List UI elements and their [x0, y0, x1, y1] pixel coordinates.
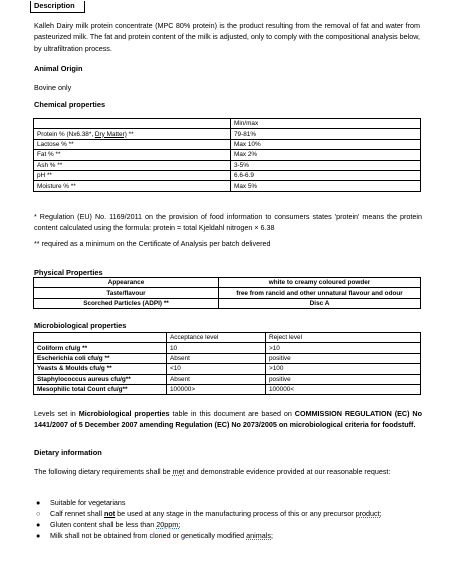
list-item-text: Calf rennet shall [50, 509, 104, 518]
table-header: Min/max [231, 119, 421, 129]
table-cell: Fat % ** [34, 150, 231, 160]
table-cell: white to creamy coloured powder [219, 278, 421, 288]
table-row [34, 181, 421, 191]
table-cell-text: ** [126, 130, 134, 138]
table-cell: Max 2% [231, 150, 421, 160]
table-row [34, 353, 421, 363]
table-cell-text: Protein % (Nx6.38*, [37, 130, 95, 138]
list-item-text: not [103, 509, 116, 518]
levels-note-text: Levels set in [34, 409, 79, 418]
table-cell: Lactose % ** [34, 139, 231, 149]
table-row [34, 119, 421, 129]
table-cell: Staphylococcus aureus cfu/g** [34, 374, 167, 384]
table-row [34, 288, 421, 298]
table-cell: 100000< [266, 384, 421, 394]
table-cell [34, 129, 231, 139]
table-cell: Escherichia coli cfu/g ** [34, 353, 167, 363]
levels-note [34, 408, 422, 431]
table-cell: 100000> [167, 384, 266, 394]
chemical-properties-heading: Chemical properties [34, 100, 106, 109]
table-cell: Absent [167, 353, 266, 363]
bullet-icon: ● [36, 520, 41, 529]
list-item-text: animals; [246, 531, 273, 540]
chemical-properties-table [33, 118, 421, 192]
list-item-text: Suitable for vegetarians [50, 498, 126, 507]
list-item-text: be used at any stage in the manufacturing process of this or any precursor [115, 509, 356, 518]
bullet-icon: ● [36, 498, 41, 507]
levels-note-text: table in this document are based on [169, 409, 295, 418]
list-item [36, 508, 382, 519]
table-cell [34, 119, 231, 129]
table-row [34, 160, 421, 170]
table-cell: Taste/flavour [34, 288, 219, 298]
description-heading: Description [30, 1, 85, 13]
microbiological-properties-heading: Microbiological properties [34, 321, 127, 330]
dietary-intro-text: and demonstrable evidence provided at our reasonable request: [184, 467, 391, 476]
physical-properties-heading: Physical Properties [34, 268, 103, 277]
list-item-text: Milk shall not be obtained from cloned or genetically modified [50, 531, 247, 540]
description-paragraph: Kalleh Dairy milk protein concentrate (MPC 80% protein) is the product resulting from the removal of fat and water from pasteurized milk. The fat and protein content of the milk is adjusted, only to comply with the compositional analysis below, by ultrafiltration process. [34, 21, 420, 53]
table-cell: positive [266, 353, 421, 363]
animal-origin-value: Bovine only [34, 83, 72, 92]
table-cell: positive [266, 374, 421, 384]
table-row [34, 374, 421, 384]
table-cell: >100 [266, 364, 421, 374]
table-header: Reject level [266, 333, 421, 343]
table-row [34, 278, 421, 288]
list-item [36, 497, 382, 508]
table-row [34, 343, 421, 353]
list-item [36, 519, 382, 530]
table-row [34, 139, 421, 149]
list-item-text: 20ppm; [156, 520, 181, 529]
table-cell: >10 [266, 343, 421, 353]
table-cell: Coliform cfu/g ** [34, 343, 167, 353]
table-cell-text: Dry Matter) [94, 130, 127, 138]
table-header: Acceptance level [167, 333, 266, 343]
circle-bullet-icon: ○ [36, 509, 41, 518]
bullet-icon: ● [36, 531, 41, 540]
table-cell: 79-81% [231, 129, 421, 139]
dietary-heading: Dietary information [34, 448, 102, 457]
table-row [34, 298, 421, 308]
table-cell: Yeasts & Moulds cfu/g ** [34, 364, 167, 374]
table-cell: <10 [167, 364, 266, 374]
levels-note-text: COMMISSION REGULATION (EC) No 1441/2007 of 5 December 2007 amending Regulation (EC) No 2073/2005 on microbiological criteria for foodstuff. [34, 409, 423, 430]
table-row [34, 333, 421, 343]
list-item [36, 530, 382, 541]
table-cell: Scorched Particles (ADPI) ** [34, 298, 219, 308]
dietary-intro-text: met [172, 467, 185, 476]
table-row [34, 384, 421, 394]
dietary-list [36, 497, 382, 541]
table-cell: Disc A [219, 298, 421, 308]
microbiological-properties-table [33, 332, 421, 395]
regulation-note: * Regulation (EU) No. 1169/2011 on the provision of food information to consumers states 'protein' means the protein content calculated using the formula: protein = total Kjeldahl nitrogen × 6.38 [34, 212, 422, 233]
table-row [34, 129, 421, 139]
dietary-intro [34, 466, 422, 477]
required-note: ** required as a minimum on the Certificate of Analysis per batch delivered [34, 239, 271, 248]
table-cell: Ash % ** [34, 160, 231, 170]
table-cell: Appearance [34, 278, 219, 288]
table-cell: Mesophilic total Count cfu/g** [34, 384, 167, 394]
table-cell: 6.6-6.9 [231, 170, 421, 180]
table-cell: pH ** [34, 170, 231, 180]
table-cell: free from rancid and other unnatural flavour and odour [219, 288, 421, 298]
levels-note-text: Microbiological properties [78, 409, 170, 418]
table-cell: 3-5% [231, 160, 421, 170]
table-cell: Absent [167, 374, 266, 384]
table-cell [34, 333, 167, 343]
dietary-intro-text: The following dietary requirements shall be [34, 467, 173, 476]
table-cell: 10 [167, 343, 266, 353]
list-item-text: Gluten content shall be less than [50, 520, 157, 529]
table-row [34, 150, 421, 160]
animal-origin-heading: Animal Origin [34, 64, 83, 73]
table-cell: Max 5% [231, 181, 421, 191]
table-cell: Max 10% [231, 139, 421, 149]
table-row [34, 364, 421, 374]
table-cell: Moisture % ** [34, 181, 231, 191]
list-item-text: product; [355, 509, 382, 518]
physical-properties-table [33, 277, 421, 309]
table-row [34, 170, 421, 180]
